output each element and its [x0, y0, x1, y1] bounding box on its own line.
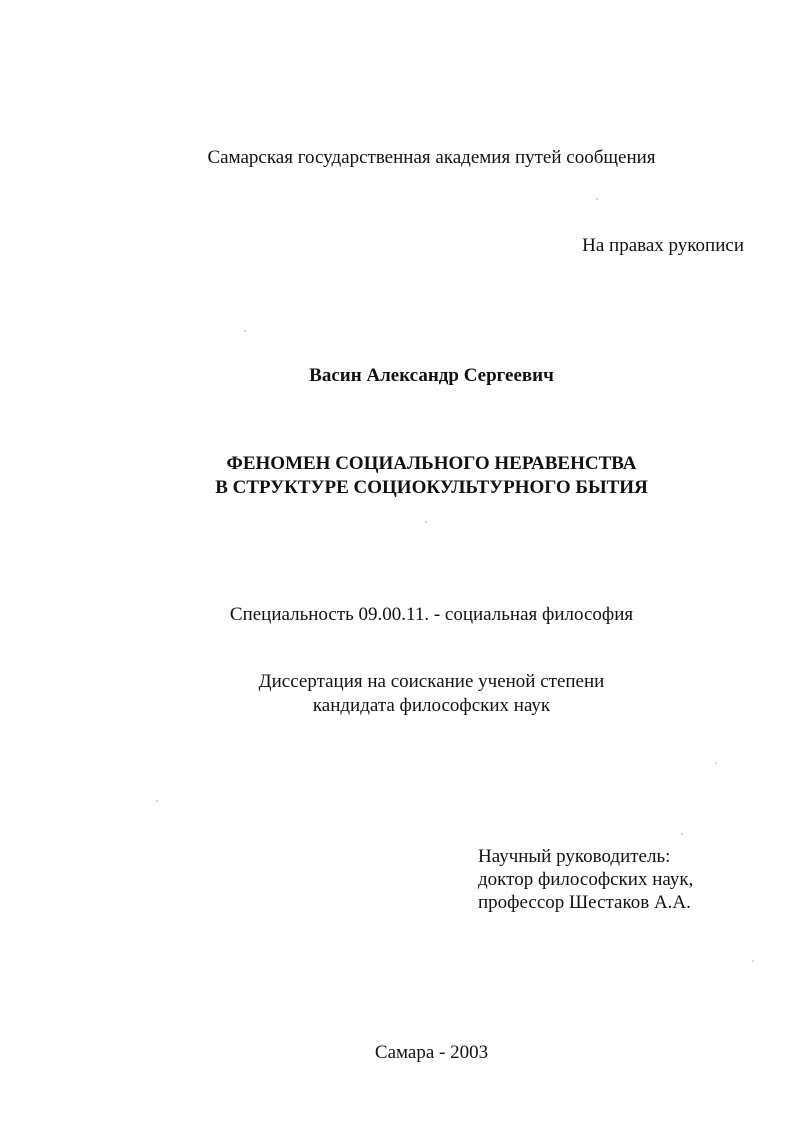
supervisor-line-1: Научный руководитель: — [478, 846, 671, 867]
supervisor-line-2: доктор философских наук, — [478, 869, 694, 890]
title-line-2: В СТРУКТУРЕ СОЦИОКУЛЬТУРНОГО БЫТИЯ — [215, 477, 648, 498]
scan-speck — [681, 833, 683, 835]
supervisor-block — [478, 845, 693, 914]
dissertation-title — [0, 452, 793, 500]
specialty: Специальность 09.00.11. - социальная философия — [229, 604, 634, 625]
degree-line-2: кандидата философских наук — [312, 695, 551, 716]
title-line-1: ФЕНОМЕН СОЦИАЛЬНОГО НЕРАВЕНСТВА — [226, 453, 637, 474]
scan-speck — [752, 960, 754, 962]
degree-statement — [0, 670, 793, 718]
degree-line-1: Диссертация на соискание ученой степени — [258, 671, 605, 692]
author-name: Васин Александр Сергеевич — [309, 365, 554, 386]
scan-speck — [596, 198, 598, 200]
scan-speck — [244, 330, 246, 332]
city-year: Самара - 2003 — [374, 1042, 489, 1063]
scan-speck — [425, 521, 427, 523]
scan-speck — [156, 800, 158, 802]
institution-name: Самарская государственная академия путей сообщения — [207, 147, 656, 168]
scan-speck — [715, 762, 717, 764]
rights-note: На правах рукописи — [582, 235, 744, 256]
supervisor-line-3: профессор Шестаков А.А. — [478, 892, 691, 913]
